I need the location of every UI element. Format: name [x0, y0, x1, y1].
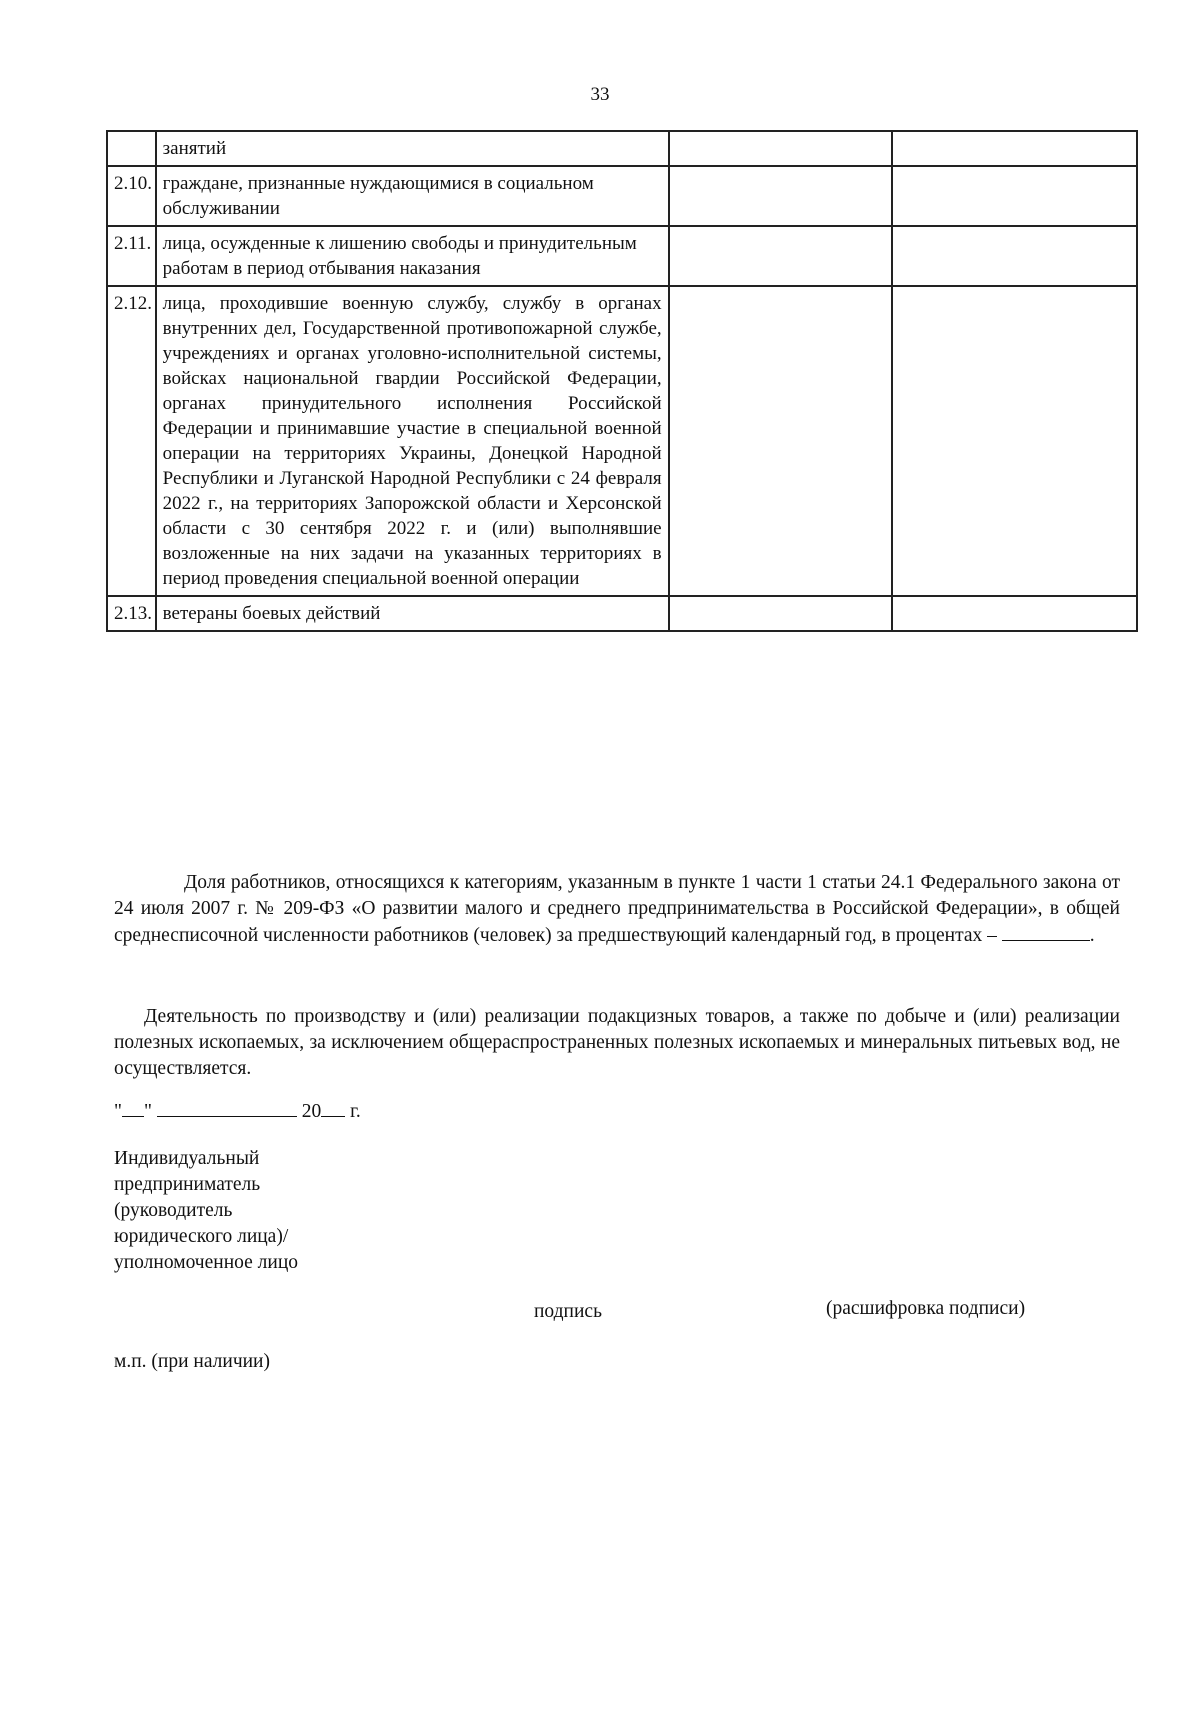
- year-blank: [321, 1098, 345, 1117]
- table-row: [107, 596, 1137, 631]
- quote-open: ": [114, 1101, 122, 1122]
- table-row: [107, 166, 1137, 226]
- signature-decoding-label: (расшифровка подписи): [826, 1298, 1026, 1319]
- quote-close: ": [143, 1101, 152, 1122]
- row-number: 2.11.: [107, 226, 156, 286]
- row-value-cell-2: [892, 596, 1137, 631]
- signatory-line: предприниматель: [114, 1174, 261, 1195]
- page-number: 33: [590, 84, 610, 105]
- signatory-line: Индивидуальный: [114, 1148, 260, 1169]
- row-value-cell-2: [892, 166, 1137, 226]
- day-blank: [122, 1098, 144, 1117]
- signatory-line: юридического лица)/: [114, 1226, 289, 1247]
- row-category-text: занятий: [156, 131, 669, 166]
- employee-share-paragraph: [114, 870, 1120, 949]
- row-number: [107, 131, 156, 166]
- signatory-role: [114, 1146, 298, 1276]
- employee-share-end: .: [1089, 925, 1095, 946]
- row-number: 2.12.: [107, 286, 156, 596]
- row-number: 2.13.: [107, 596, 156, 631]
- row-number: 2.10.: [107, 166, 156, 226]
- row-value-cell-2: [892, 226, 1137, 286]
- row-value-cell-1: [669, 131, 892, 166]
- row-value-cell-1: [669, 596, 892, 631]
- activity-paragraph: [114, 1004, 1120, 1082]
- table-row: [107, 226, 1137, 286]
- signatory-line: уполномоченное лицо: [114, 1252, 299, 1273]
- year-suffix: г.: [350, 1101, 361, 1122]
- row-value-cell-1: [669, 286, 892, 596]
- signature-label: подпись: [534, 1301, 602, 1322]
- row-value-cell-2: [892, 131, 1137, 166]
- date-line: [114, 1098, 361, 1123]
- row-value-cell-1: [669, 226, 892, 286]
- categories-table: [106, 130, 1138, 632]
- row-value-cell-1: [669, 166, 892, 226]
- activity-text: Деятельность по производству и (или) реализации подакцизных товаров, а также по добыче и (или) реализации полезных ископаемых, за исключением общераспространенных полезных ископаемых и минеральных питьевых вод, не осуществляется.: [114, 1006, 1120, 1079]
- year-prefix: 20: [301, 1101, 322, 1122]
- employee-share-text: Доля работников, относящихся к категориям, указанным в пункте 1 части 1 статьи 24.1 Федерального закона от 24 июля 2007 г. № 209-ФЗ «О развитии малого и среднего предпринимательства в Российской Федерации», в общей среднесписочной численности работников (человек) за предшествующий календарный год, в процентах –: [114, 872, 1120, 946]
- row-value-cell-2: [892, 286, 1137, 596]
- table-row: [107, 286, 1137, 596]
- signatory-line: (руководитель: [114, 1200, 233, 1221]
- row-category-text: лица, осужденные к лишению свободы и принудительным работам в период отбывания наказания: [156, 226, 669, 286]
- table-row: [107, 131, 1137, 166]
- row-category-text: граждане, признанные нуждающимися в социальном обслуживании: [156, 166, 669, 226]
- row-category-text: лица, проходившие военную службу, службу в органах внутренних дел, Государственной противопожарной службе, учреждениях и органах уголовно-исполнительной системы, войсках национальной гвардии Российской Федерации, органах принудительного исполнения Российской Федерации и принимавшие участие в специальной военной операции на территориях Украины, Донецкой Народной Республики и Луганской Народной Республики с 24 февраля 2022 г., на территориях Запорожской области и Херсонской области с 30 сентября 2022 г. и (или) выполнявшие возложенные на них задачи на указанных территориях в период проведения специальной военной операции: [156, 286, 669, 596]
- seal-label: м.п. (при наличии): [114, 1351, 270, 1372]
- month-blank: [157, 1098, 297, 1117]
- percent-blank: [1002, 922, 1090, 941]
- row-category-text: ветераны боевых действий: [156, 596, 669, 631]
